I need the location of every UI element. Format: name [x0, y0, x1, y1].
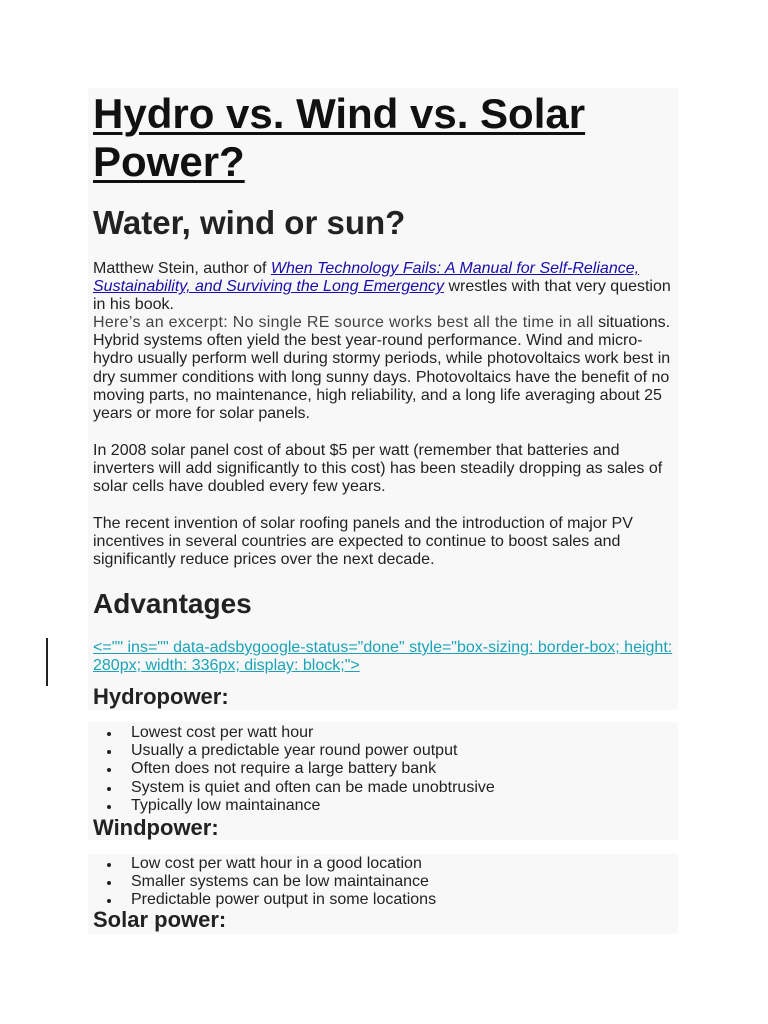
- ad-code-link[interactable]: <="" ins="" data-adsbygoogle-status="done" style="box-sizing: border-box; height: 280px; width: 336px; display: block;">: [93, 639, 673, 675]
- advantages-heading: Advantages: [93, 588, 252, 619]
- list-item: Often does not require a large battery bank: [93, 760, 495, 778]
- windpower-heading: Windpower:: [93, 815, 219, 840]
- text-cursor: [46, 638, 48, 686]
- list-item: Typically low maintainance: [93, 797, 495, 815]
- intro-prefix: Matthew Stein, author of: [93, 260, 271, 277]
- list-item: Smaller systems can be low maintainance: [93, 873, 436, 891]
- book-title-link[interactable]: When Technology Fails: A Manual for Self-Reliance, Sustainability, and Surviving the Long Emergency: [93, 260, 640, 296]
- roofing-paragraph: The recent invention of solar roofing panels and the introduction of major PV incentives in several countries are expected to continue to boost sales and significantly reduce prices over the next decade.: [93, 515, 633, 569]
- hydropower-heading: Hydropower:: [93, 684, 229, 709]
- list-item: Usually a predictable year round power output: [93, 742, 495, 760]
- intro-paragraph: [93, 260, 678, 315]
- windpower-list: [93, 855, 436, 910]
- page-title: Hydro vs. Wind vs. Solar Power?: [93, 90, 586, 185]
- solar-power-heading: Solar power:: [93, 907, 227, 932]
- excerpt-lead: Here’s an excerpt: No single RE source works best all the time in all: [93, 314, 594, 331]
- intro-suffix: wrestles with that very question in his book.: [93, 278, 671, 314]
- list-item: Low cost per watt hour in a good location: [93, 855, 436, 873]
- list-item: System is quiet and often can be made unobtrusive: [93, 779, 495, 797]
- list-item: Predictable power output in some locations: [93, 891, 436, 909]
- list-item: Lowest cost per watt hour: [93, 724, 495, 742]
- excerpt-rest: situations. Hybrid systems often yield the best year-round performance. Wind and micro-hydro usually perform well during stormy periods, while photovoltaics work best in dry summer conditions with long sunny days. Photovoltaics have the benefit of no moving parts, no maintenance, high reliability, and a long life averaging about 25 years or more for solar panels.: [93, 314, 671, 423]
- excerpt-paragraph: [93, 314, 678, 423]
- hydropower-list: [93, 724, 495, 815]
- cost-paragraph: In 2008 solar panel cost of about $5 per watt (remember that batteries and inverters will add significantly to this cost) has been steadily dropping as sales of solar cells have doubled every few years.: [93, 442, 663, 496]
- article-subtitle: Water, wind or sun?: [93, 204, 406, 241]
